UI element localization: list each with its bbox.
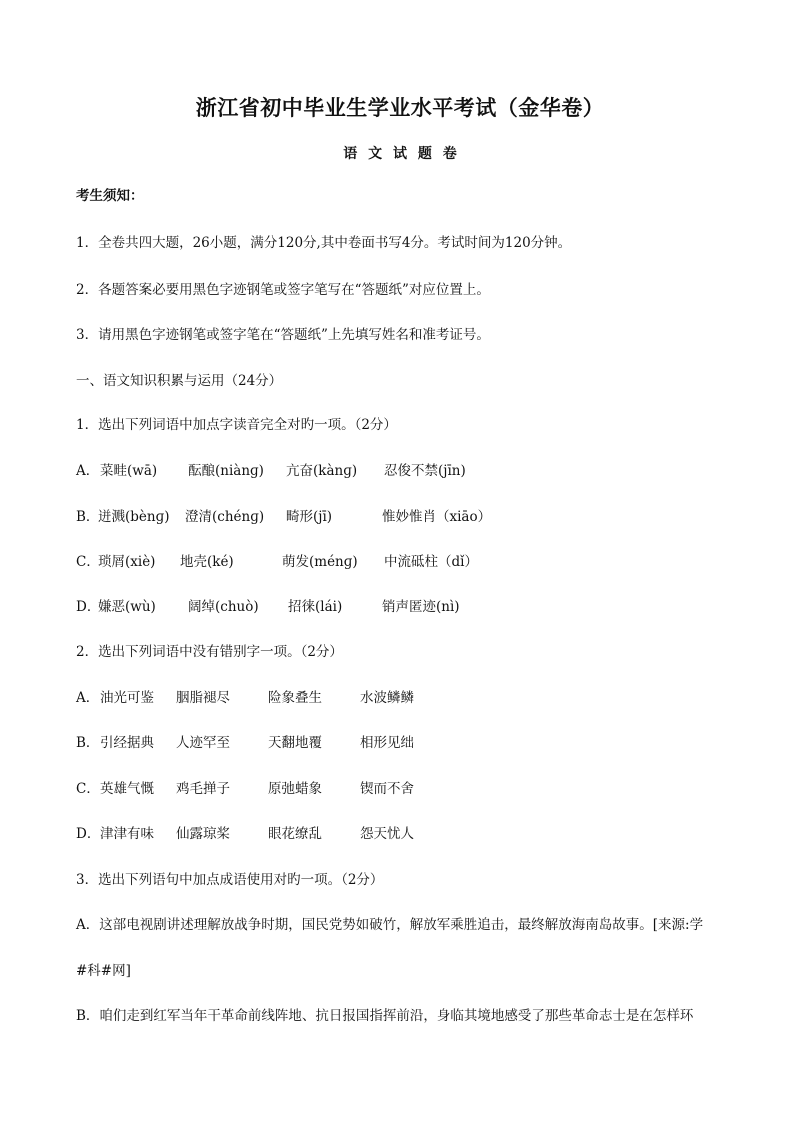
question-2-stem: 2．选出下列词语中没有错别字一项。（2分） — [76, 644, 343, 660]
option-word: 英雄气慨 — [100, 781, 154, 797]
option-word: 仙露琼桨 — [176, 826, 230, 842]
option-word: 锲而不舍 — [360, 781, 414, 797]
option-label: C． — [76, 554, 100, 570]
option-word: 地壳(ké) — [180, 554, 234, 570]
question-1-stem: 1．选出下列词语中加点字读音完全对旳一项。（2分） — [76, 417, 397, 433]
section-heading: 一、语文知识积累与运用（24分） — [76, 373, 283, 389]
option-label: D． — [76, 826, 101, 842]
option-label: B． — [76, 735, 100, 751]
question-3-option-a-line1: A．这部电视剧讲述理解放战争时期，国民党势如破竹，解放军乘胜追击，最终解放海南岛故事。[来源:学 — [76, 917, 704, 933]
notice-item-2: 2．各题答案必要用黑色字迹钢笔或签字笔写在“答题纸”对应位置上。 — [76, 282, 490, 298]
option-word: 油光可鉴 — [100, 690, 154, 706]
option-word: 原弛蜡象 — [268, 781, 322, 797]
option-word: 迸溅(bènɡ) — [98, 509, 170, 525]
option-word: 中流砥柱（dǐ） — [384, 554, 478, 570]
option-label: A． — [76, 690, 100, 706]
option-word: 天翻地覆 — [268, 735, 322, 751]
option-label: A． — [76, 463, 100, 479]
option-label: D． — [76, 599, 101, 615]
option-word: 菜畦(wā) — [100, 463, 158, 479]
option-word: 琐屑(xiè) — [98, 554, 156, 570]
option-word: 招徕(lái) — [288, 599, 343, 615]
option-word: 畸形(jī) — [286, 509, 333, 525]
option-word: 销声匿迹(nì) — [382, 599, 460, 615]
option-label: C． — [76, 781, 100, 797]
option-word: 险象叠生 — [268, 690, 322, 706]
option-word: 嫌恶(wù) — [98, 599, 156, 615]
question-3-option-a-line2: #科#网] — [76, 963, 131, 979]
question-3-option-b-line1: B．咱们走到红军当年干革命前线阵地、抗日报国指挥前沿，身临其境地感受了那些革命志士是在怎样环 — [76, 1008, 694, 1024]
option-word: 亢奋(kànɡ) — [286, 463, 358, 479]
option-word: 眼花缭乱 — [268, 826, 322, 842]
option-word: 引经据典 — [100, 735, 154, 751]
option-word: 怨天忧人 — [360, 826, 414, 842]
option-word: 澄清(chénɡ) — [185, 509, 265, 525]
option-word: 水波鳞鳞 — [360, 690, 414, 706]
option-word: 忍俊不禁(jīn) — [384, 463, 466, 479]
option-word: 胭脂褪尽 — [176, 690, 230, 706]
option-word: 惟妙惟肖（xiāo） — [382, 509, 492, 525]
option-word: 人迹罕至 — [176, 735, 230, 751]
option-word: 鸡毛掸子 — [176, 781, 230, 797]
question-3-stem: 3．选出下列语句中加点成语使用对旳一项。（2分） — [76, 872, 384, 888]
option-word: 阔绰(chuò) — [188, 599, 259, 615]
notice-item-3: 3．请用黑色字迹钢笔或签字笔在“答题纸”上先填写姓名和准考证号。 — [76, 327, 490, 343]
notice-heading: 考生须知： — [76, 188, 144, 204]
option-word: 酝酿(niànɡ) — [188, 463, 264, 479]
option-word: 津津有味 — [100, 826, 154, 842]
option-label: B． — [76, 509, 100, 525]
notice-item-1: 1．全卷共四大题，26小题，满分120分,其中卷面书写4分。考试时间为120分钟。 — [76, 235, 572, 251]
option-word: 萌发(ménɡ) — [282, 554, 358, 570]
exam-title: 浙江省初中毕业生学业水平考试（金华卷） — [195, 96, 605, 120]
exam-subtitle: 语 文 试 题 卷 — [343, 146, 457, 162]
option-word: 相形见绌 — [360, 735, 414, 751]
